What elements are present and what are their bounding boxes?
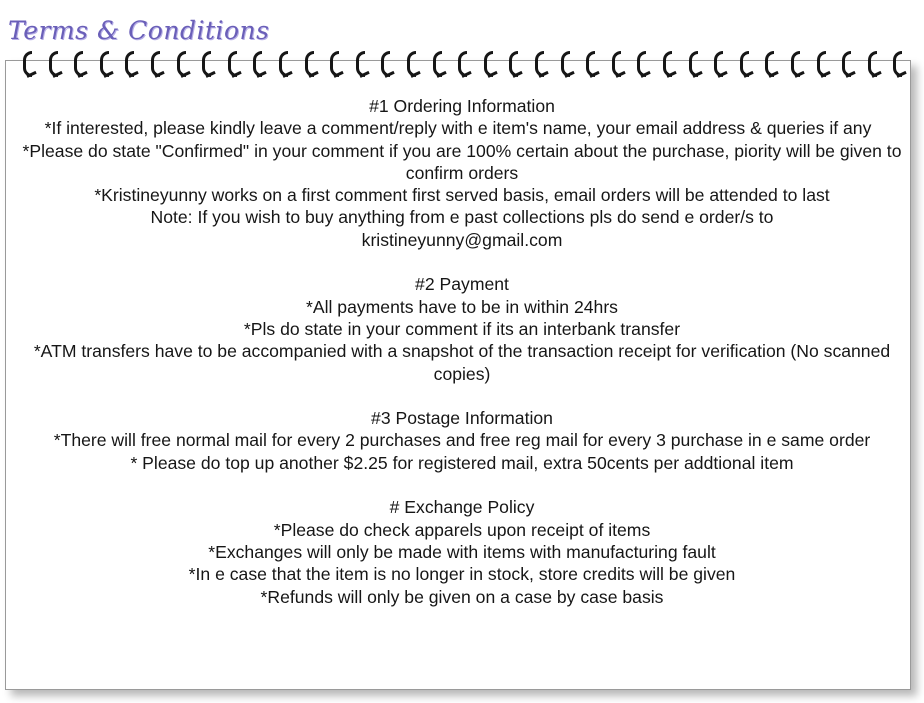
spiral-ring-icon bbox=[458, 51, 467, 77]
term-line: Note: If you wish to buy anything from e past collections pls do send e order/s to kristineyunny@gmail.com bbox=[150, 207, 774, 250]
spiral-ring-icon bbox=[279, 51, 288, 77]
spiral-ring-icon bbox=[637, 51, 646, 77]
section-heading: #3 Postage Information bbox=[371, 408, 553, 429]
spiral-ring-icon bbox=[714, 51, 723, 77]
term-line: *Pls do state in your comment if its an interbank transfer bbox=[243, 318, 681, 339]
terms-content bbox=[10, 95, 914, 630]
spiral-ring-icon bbox=[125, 51, 134, 77]
spiral-ring-icon bbox=[74, 51, 83, 77]
spiral-ring-icon bbox=[356, 51, 365, 77]
spiral-ring-icon bbox=[484, 51, 493, 77]
section-heading: #2 Payment bbox=[415, 274, 509, 295]
term-line: * Please do top up another $2.25 for registered mail, extra 50cents per addtional item bbox=[130, 452, 794, 473]
section-heading: #1 Ordering Information bbox=[369, 96, 555, 116]
term-line: *Refunds will only be given on a case by case basis bbox=[260, 586, 664, 607]
section-heading: # Exchange Policy bbox=[389, 497, 535, 518]
spiral-ring-icon bbox=[868, 51, 877, 77]
spiral-ring-icon bbox=[791, 51, 800, 77]
spiral-ring-icon bbox=[509, 51, 518, 77]
spiral-ring-icon bbox=[381, 51, 390, 77]
spiral-ring-icon bbox=[612, 51, 621, 77]
spiral-ring-icon bbox=[23, 51, 32, 77]
term-line: *Exchanges will only be made with items with manufacturing fault bbox=[208, 541, 716, 562]
section-postage-information bbox=[10, 407, 914, 474]
spiral-ring-icon bbox=[100, 51, 109, 77]
term-line: *In e case that the item is no longer in stock, store credits will be given bbox=[188, 564, 736, 585]
spiral-ring-icon bbox=[817, 51, 826, 77]
spiral-ring-icon bbox=[842, 51, 851, 77]
spiral-ring-icon bbox=[407, 51, 416, 77]
spiral-ring-icon bbox=[586, 51, 595, 77]
spiral-ring-icon bbox=[740, 51, 749, 77]
spiral-ring-icon bbox=[535, 51, 544, 77]
spiral-ring-icon bbox=[151, 51, 160, 77]
spiral-binding bbox=[0, 51, 924, 85]
spiral-ring-icon bbox=[228, 51, 237, 77]
term-line: *Please do check apparels upon receipt of items bbox=[273, 519, 651, 540]
spiral-ring-icon bbox=[689, 51, 698, 77]
term-line: *If interested, please kindly leave a comment/reply with e item's name, your email address & queries if any bbox=[44, 118, 872, 139]
term-line: *Please do state "Confirmed" in your comment if you are 100% certain about the purchase, piority will be given to confirm orders bbox=[22, 140, 902, 183]
term-line: *Kristineyunny works on a first comment first served basis, email orders will be attended to last bbox=[94, 185, 830, 206]
term-line: *There will free normal mail for every 2 purchases and free reg mail for every 3 purchase in e same order bbox=[53, 430, 871, 451]
spiral-ring-icon bbox=[253, 51, 262, 77]
spiral-ring-icon bbox=[177, 51, 186, 77]
page-title: Terms & Conditions bbox=[8, 16, 270, 45]
spiral-ring-icon bbox=[49, 51, 58, 77]
spiral-ring-icon bbox=[305, 51, 314, 77]
spiral-ring-icon bbox=[561, 51, 570, 77]
section-ordering-information bbox=[10, 95, 914, 251]
section-payment bbox=[10, 273, 914, 384]
spiral-ring-icon bbox=[433, 51, 442, 77]
spiral-ring-icon bbox=[663, 51, 672, 77]
spiral-ring-icon bbox=[202, 51, 211, 77]
section-exchange-policy bbox=[10, 496, 914, 607]
term-line: *All payments have to be in within 24hrs bbox=[306, 296, 618, 317]
spiral-ring-icon bbox=[330, 51, 339, 77]
term-line: *ATM transfers have to be accompanied with a snapshot of the transaction receipt for verification (No scanned copies) bbox=[33, 341, 891, 384]
spiral-ring-icon bbox=[765, 51, 774, 77]
spiral-ring-icon bbox=[893, 51, 902, 77]
